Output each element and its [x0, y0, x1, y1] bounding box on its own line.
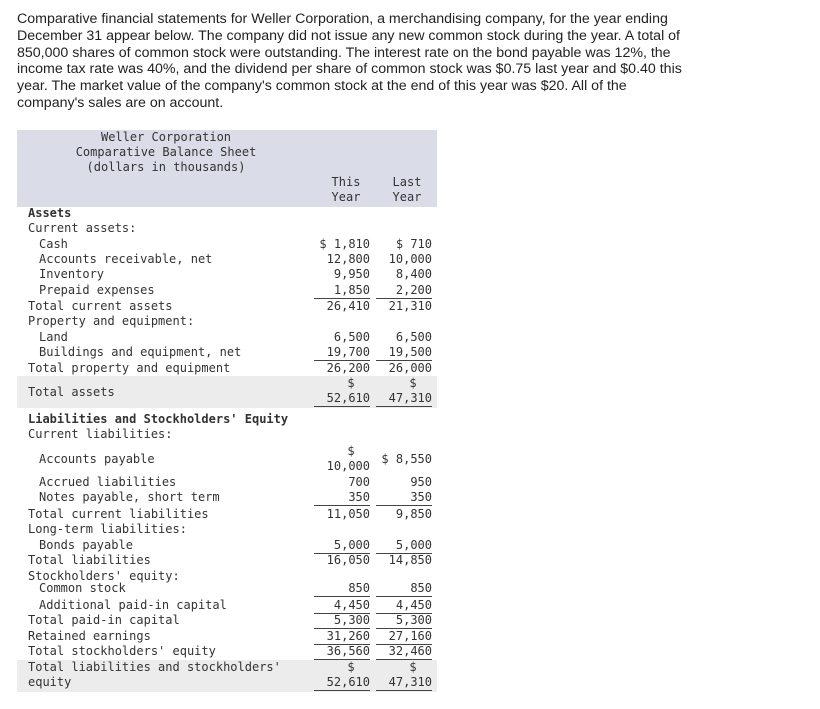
cell-last-year: 2,200 — [376, 283, 432, 299]
cell-last-year: 6,500 — [395, 330, 432, 344]
intro-line: year. The market value of the company's common stock at the end of this year was $20. All of the — [17, 78, 627, 95]
column-header-last-year — [379, 175, 435, 205]
cell-last-year: 5,000 — [376, 538, 432, 554]
table-row — [17, 444, 437, 474]
row-label — [28, 644, 216, 659]
table-row — [17, 613, 437, 628]
cell-this-year: 850 — [314, 581, 370, 597]
cell-value: 10,000 — [326, 459, 370, 473]
row-label — [28, 412, 288, 427]
currency-symbol: $ — [409, 660, 417, 674]
row-label — [28, 361, 230, 376]
row-label — [39, 538, 133, 553]
cell-this-year: 36,560 — [314, 644, 370, 660]
cell-value: 47,310 — [388, 391, 432, 405]
table-row — [17, 581, 437, 596]
row-label — [28, 522, 187, 537]
row-label-text: Total current liabilities — [28, 507, 209, 521]
row-label — [28, 507, 209, 522]
row-label-text: Buildings and equipment, net — [39, 345, 242, 359]
row-label — [28, 314, 194, 329]
currency-symbol: $ — [347, 376, 355, 390]
row-label-text: Long-term liabilities: — [28, 522, 187, 536]
row-label-text: Assets — [28, 206, 72, 220]
row-label-text: Total stockholders' equity — [28, 644, 216, 658]
cell-this-year — [314, 376, 370, 407]
cell-last-year — [376, 376, 432, 407]
row-label — [39, 475, 176, 490]
row-label-text: Total liabilities and stockholders' — [28, 660, 281, 674]
row-label — [28, 427, 173, 442]
row-label-text: Cash — [39, 237, 68, 251]
company-name: Weller Corporation — [100, 130, 232, 144]
cell-this-year: 700 — [348, 475, 370, 489]
column-header-line: This — [331, 175, 361, 189]
intro-line: December 31 appear below. The company did not issue any new common stock during the year. A total of — [17, 27, 680, 44]
cell-last-year: 19,500 — [376, 345, 432, 361]
cell-this-year — [314, 660, 370, 691]
row-label — [28, 613, 180, 628]
cell-this-year: 5,000 — [314, 538, 370, 554]
table-row — [17, 597, 437, 613]
table-row — [17, 283, 437, 298]
cell-last-year: 32,460 — [376, 644, 432, 660]
row-label-text: Land — [39, 330, 68, 344]
row-label — [28, 629, 151, 644]
intro-line: 850,000 shares of common stock were outstanding. The interest rate on the bond payable was 12%, the — [17, 44, 671, 61]
row-label — [39, 237, 68, 252]
statement-units: (dollars in thousands) — [86, 160, 246, 174]
table-row — [17, 660, 437, 692]
currency-symbol: $ — [347, 444, 355, 458]
cell-this-year: 16,050 — [326, 553, 370, 567]
currency-symbol: $ — [347, 660, 355, 674]
cell-this-year: 11,050 — [326, 507, 370, 521]
cell-this-year: 350 — [314, 490, 370, 506]
intro-line: income tax rate was 40%, and the dividend per share of common stock was $0.75 last year and $0.40 this — [17, 61, 682, 78]
row-label — [28, 660, 281, 690]
cell-last-year: 10,000 — [388, 252, 432, 266]
row-label — [28, 206, 71, 221]
cell-this-year: 1,850 — [314, 283, 370, 299]
row-label-text: Accrued liabilities — [39, 475, 177, 489]
cell-this-year: 6,500 — [333, 330, 370, 344]
cell-this-year: 26,410 — [326, 299, 370, 313]
cell-last-year: 5,300 — [376, 613, 432, 629]
row-label-text: Total current assets — [28, 299, 173, 313]
intro-line: company's sales are on account. — [17, 94, 224, 111]
table-row — [17, 252, 437, 267]
statement-name: Comparative Balance Sheet — [75, 145, 257, 159]
row-label — [28, 221, 136, 236]
table-row — [17, 329, 437, 345]
row-label-text: Total liabilities — [28, 553, 151, 567]
cell-this-year — [314, 444, 370, 474]
row-label-text: Property and equipment: — [28, 314, 195, 328]
cell-last-year: $ 8,550 — [381, 452, 432, 466]
row-label-text: Accounts payable — [39, 452, 155, 466]
row-label — [28, 553, 151, 568]
row-label-text: Total paid-in capital — [28, 613, 180, 627]
column-header-this-year — [318, 175, 374, 205]
balance-sheet-title — [17, 130, 315, 175]
row-label-text: Total assets — [28, 385, 115, 399]
table-row — [17, 360, 437, 376]
cell-last-year — [376, 660, 432, 691]
row-label-text: Accounts receivable, net — [39, 252, 213, 266]
row-label — [28, 385, 115, 400]
table-row — [17, 506, 437, 522]
row-label — [39, 345, 241, 360]
row-label-text: Additional paid-in capital — [39, 598, 227, 612]
row-label-text: equity — [28, 675, 72, 689]
row-label — [39, 330, 68, 345]
table-row — [17, 314, 437, 329]
cell-last-year: 850 — [376, 581, 432, 597]
cell-last-year: 14,850 — [388, 553, 432, 567]
cell-this-year: 9,950 — [333, 267, 370, 281]
cell-last-year: 21,310 — [388, 299, 432, 313]
row-label — [39, 452, 155, 467]
row-label — [39, 252, 212, 267]
row-label-text: Stockholders' equity: — [28, 569, 180, 583]
cell-last-year: 950 — [410, 475, 432, 489]
row-label-text: Liabilities and Stockholders' Equity — [28, 412, 289, 426]
table-row — [17, 628, 437, 644]
cell-value: 52,610 — [326, 391, 370, 405]
table-row — [17, 643, 437, 659]
table-row — [17, 267, 437, 282]
table-row — [17, 522, 437, 537]
column-header-line: Last — [392, 175, 422, 189]
row-label — [39, 581, 126, 596]
table-row — [17, 221, 437, 236]
cell-last-year: 9,850 — [395, 507, 432, 521]
row-label-text: Prepaid expenses — [39, 283, 155, 297]
row-label-text: Bonds payable — [39, 538, 133, 552]
row-label — [39, 283, 155, 298]
row-label-text: Total property and equipment — [28, 361, 231, 375]
row-label-text: Current liabilities: — [28, 427, 173, 441]
row-label-text: Retained earnings — [28, 629, 151, 643]
table-row — [17, 475, 437, 490]
row-label-text: Current assets: — [28, 221, 137, 235]
table-row — [17, 298, 437, 314]
table-row — [17, 345, 437, 360]
cell-this-year: 5,300 — [314, 613, 370, 629]
table-row — [17, 537, 437, 553]
currency-symbol: $ — [409, 376, 417, 390]
cell-last-year: 26,000 — [376, 361, 432, 377]
row-label — [39, 598, 227, 613]
intro-line: Comparative financial statements for Weller Corporation, a merchandising company, for the year ending — [17, 11, 668, 27]
table-row — [17, 553, 437, 568]
cell-this-year: 12,800 — [326, 252, 370, 266]
table-row — [17, 427, 437, 442]
table-row — [17, 490, 437, 505]
row-label — [39, 267, 104, 282]
cell-last-year: 350 — [376, 490, 432, 506]
cell-last-year: 27,160 — [376, 629, 432, 645]
table-row — [17, 376, 437, 408]
row-label-text: Inventory — [39, 267, 105, 281]
table-row — [17, 206, 437, 221]
cell-last-year: 8,400 — [395, 267, 432, 281]
cell-this-year: $ 1,810 — [319, 237, 370, 251]
row-label-text: Common stock — [39, 581, 126, 595]
table-row — [17, 412, 437, 427]
table-row — [17, 237, 437, 252]
column-header-line: Year — [392, 190, 422, 204]
balance-sheet-header — [17, 130, 437, 207]
column-header-line: Year — [331, 190, 361, 204]
cell-this-year: 19,700 — [314, 345, 370, 361]
cell-last-year: $ 710 — [395, 237, 432, 251]
cell-value: 47,310 — [388, 675, 432, 689]
row-label — [28, 299, 173, 314]
cell-this-year: 31,260 — [314, 629, 370, 645]
cell-last-year: 4,450 — [376, 598, 432, 614]
cell-value: 52,610 — [326, 675, 370, 689]
row-label — [39, 490, 220, 505]
cell-this-year: 4,450 — [314, 598, 370, 614]
row-label-text: Notes payable, short term — [39, 490, 220, 504]
problem-intro — [17, 11, 717, 112]
cell-this-year: 26,200 — [314, 361, 370, 377]
